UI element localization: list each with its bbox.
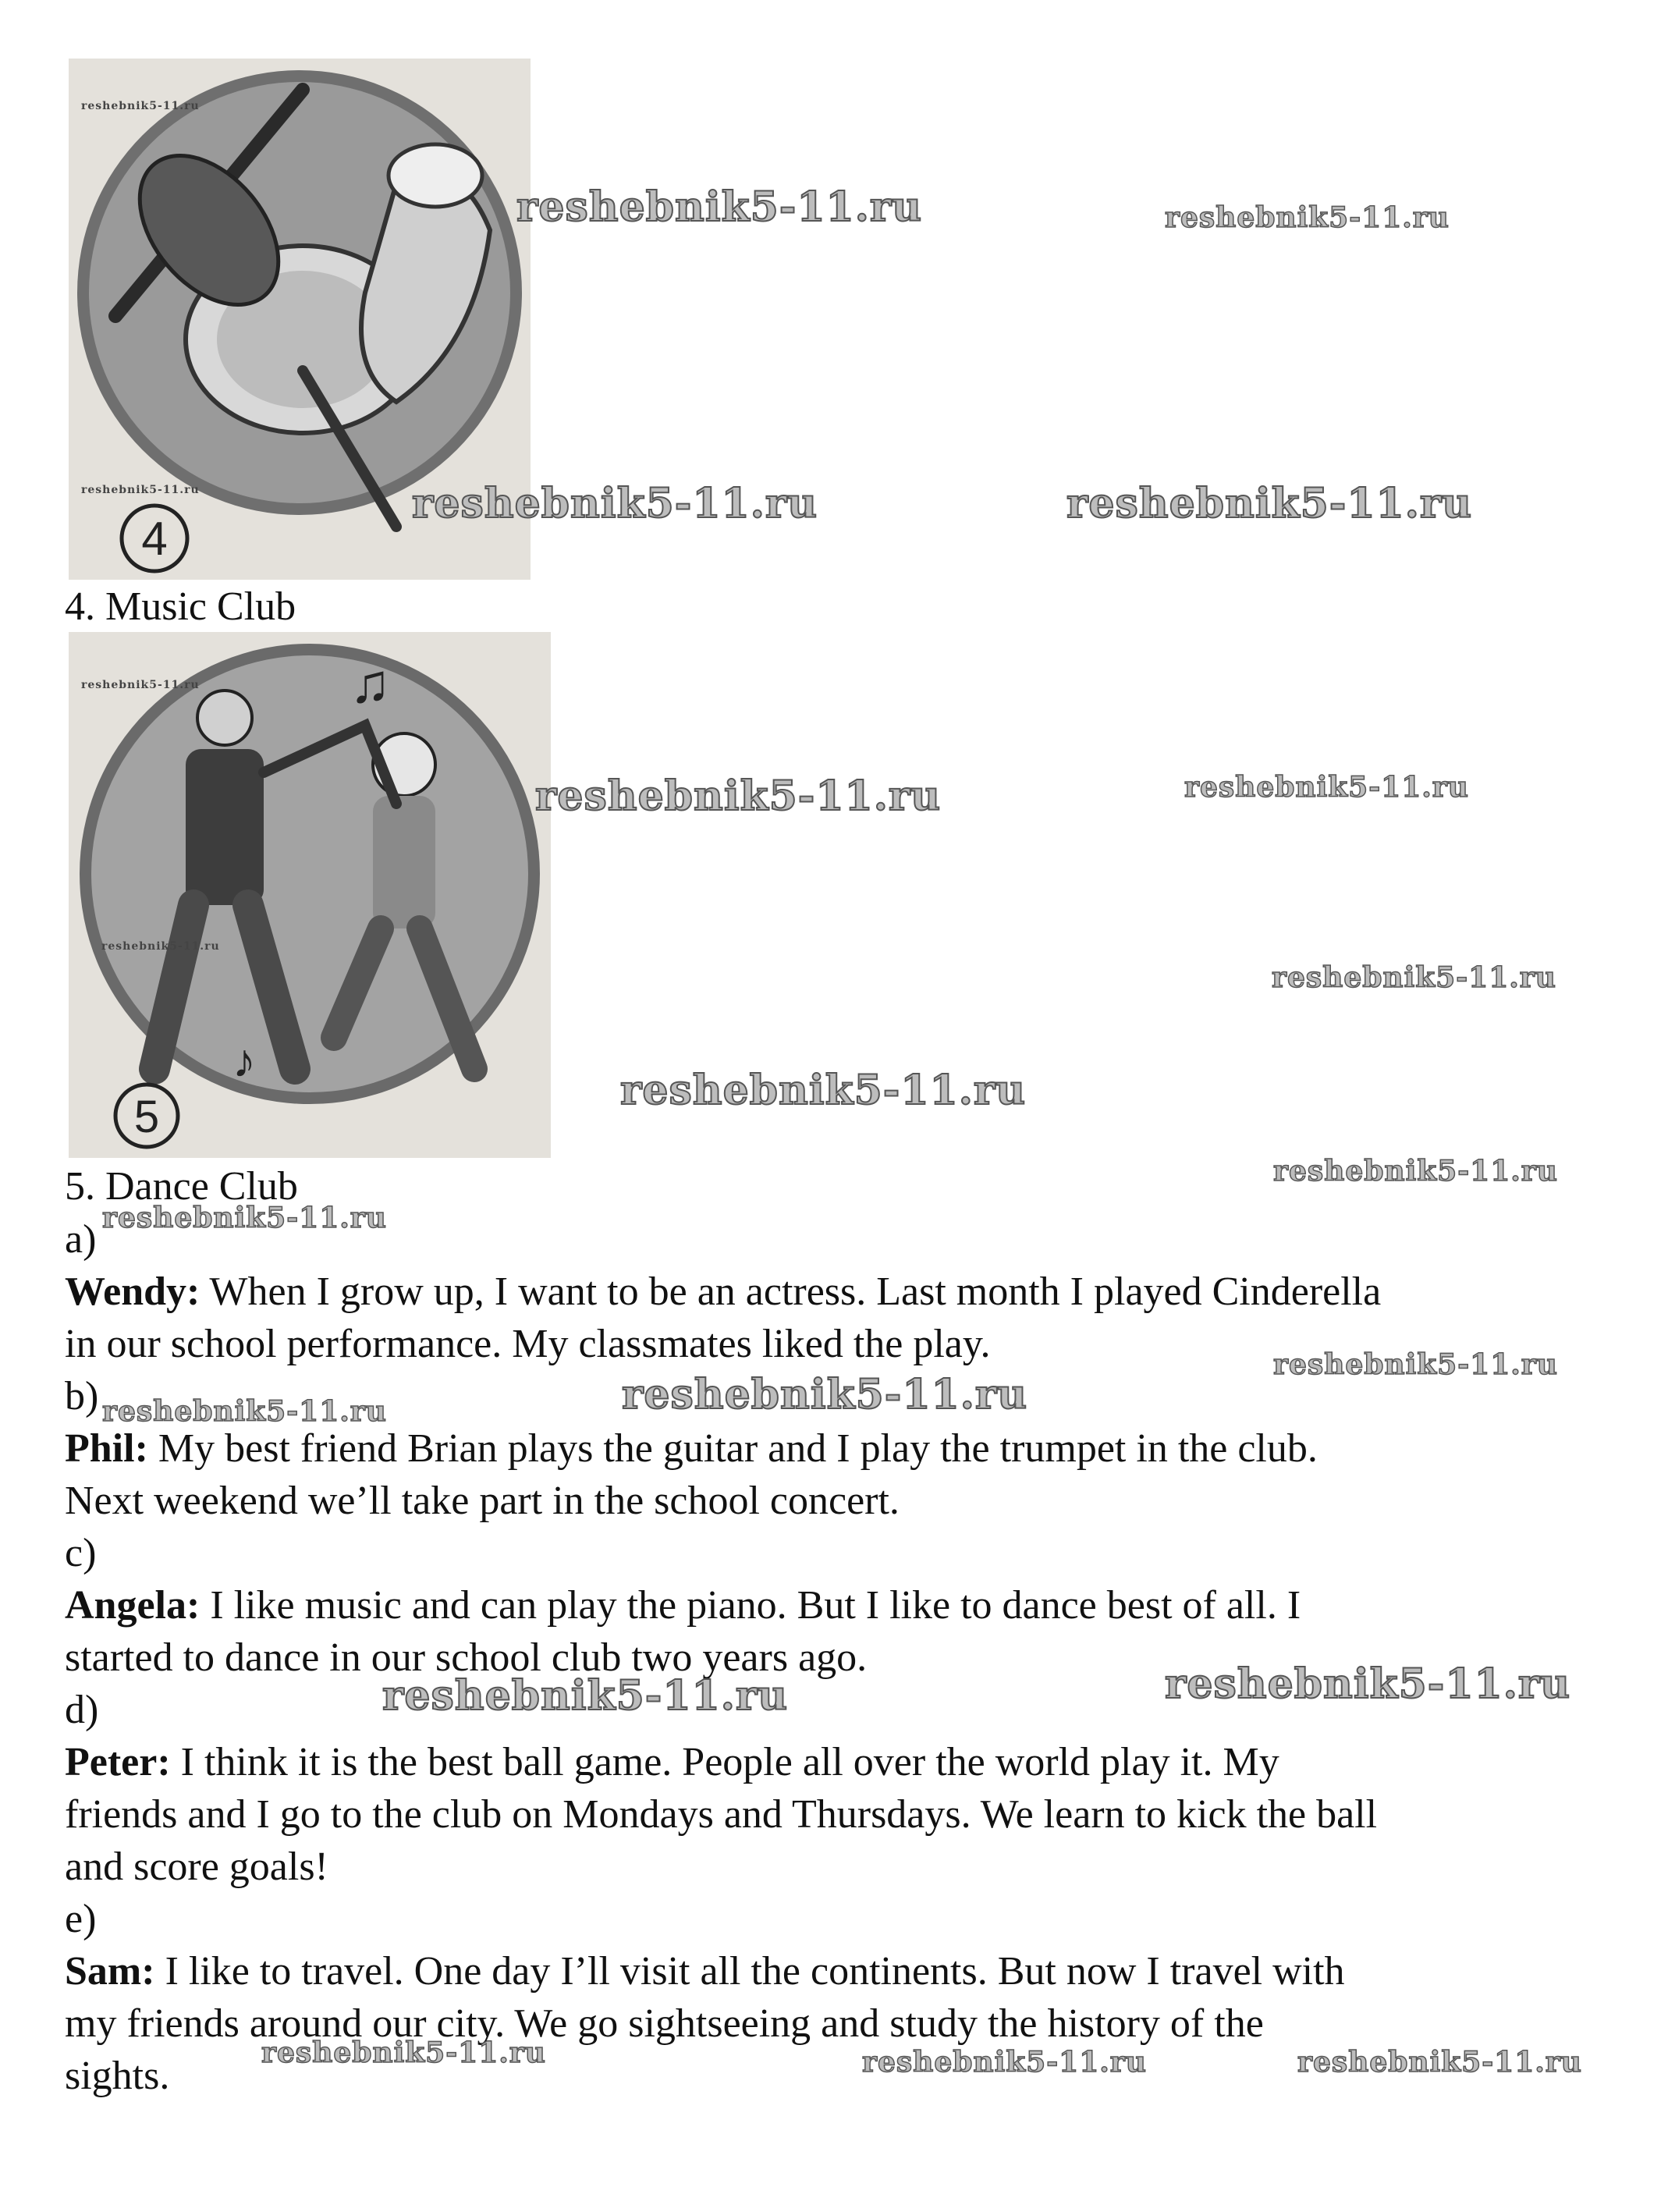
entry-a-marker: a) (65, 1217, 97, 1262)
watermark: reshebnik5-11.ru (81, 100, 200, 112)
watermark: reshebnik5-11.ru (101, 940, 220, 953)
watermark: reshebnik5-11.ru (1165, 1660, 1571, 1708)
entry-b-line-1 (65, 1423, 1318, 1475)
dance-club-illustration (69, 632, 551, 1158)
watermark: reshebnik5-11.ru (1066, 480, 1473, 527)
watermark: reshebnik5-11.ru (1272, 961, 1556, 994)
speaker-sam: Sam: (65, 1949, 155, 1994)
watermark: reshebnik5-11.ru (1273, 1348, 1558, 1381)
entry-c-marker: c) (65, 1531, 97, 1575)
watermark: reshebnik5-11.ru (102, 1395, 387, 1428)
speaker-peter: Peter: (65, 1740, 171, 1784)
watermark: reshebnik5-11.ru (81, 679, 200, 691)
entry-e-marker: e) (65, 1897, 97, 1941)
entry-b-marker: b) (65, 1374, 99, 1418)
watermark: reshebnik5-11.ru (412, 480, 818, 527)
watermark: reshebnik5-11.ru (1273, 1155, 1558, 1188)
entry-e-line-2: my friends around our city. We go sightseeing and study the history of the (65, 2001, 1264, 2046)
illustration-number-5: 5 (133, 1092, 160, 1142)
watermark: reshebnik5-11.ru (620, 1067, 1027, 1114)
entry-a-line-2: in our school performance. My classmates liked the play. (65, 1322, 991, 1366)
watermark: reshebnik5-11.ru (1184, 771, 1469, 804)
entry-c-line-1 (65, 1580, 1301, 1631)
svg-text:♫: ♫ (350, 655, 391, 715)
entry-c-text: I like music and can play the piano. But I like to dance best of all. I (200, 1583, 1301, 1628)
dancing-couple-image (69, 632, 551, 1158)
entry-a-line-1 (65, 1266, 1381, 1318)
watermark: reshebnik5-11.ru (1297, 2046, 1582, 2079)
entry-e-line-3: sights. (65, 2054, 170, 2098)
watermark: reshebnik5-11.ru (382, 1672, 789, 1720)
entry-e-text: I like to travel. One day I’ll visit all the continents. But now I travel with (154, 1949, 1345, 1994)
watermark: reshebnik5-11.ru (261, 2036, 546, 2069)
entry-a-text: When I grow up, I want to be an actress. Last month I played Cinderella (200, 1269, 1382, 1314)
watermark: reshebnik5-11.ru (862, 2046, 1147, 2079)
entry-d-marker: d) (65, 1688, 99, 1732)
speaker-wendy: Wendy: (65, 1269, 201, 1314)
watermark: reshebnik5-11.ru (535, 772, 942, 820)
watermark: reshebnik5-11.ru (516, 183, 923, 231)
entry-b-line-2: Next weekend we’ll take part in the school concert. (65, 1479, 900, 1523)
illustration-number-4: 4 (141, 513, 168, 565)
entry-d-line-2: friends and I go to the club on Mondays and Thursdays. We learn to kick the ball (65, 1792, 1378, 1837)
entry-d-line-3: and score goals! (65, 1845, 328, 1889)
watermark: reshebnik5-11.ru (1165, 201, 1450, 234)
entry-c-line-2: started to dance in our school club two years ago. (65, 1635, 868, 1680)
svg-text:♪: ♪ (232, 1035, 256, 1087)
dance-club-caption: 5. Dance Club (65, 1164, 298, 1209)
entry-b-text: My best friend Brian plays the guitar and I play the trumpet in the club. (147, 1426, 1318, 1471)
speaker-phil: Phil: (65, 1426, 148, 1471)
entry-e-line-1 (65, 1946, 1345, 1997)
entry-d-line-1 (65, 1737, 1279, 1788)
entry-d-text: I think it is the best ball game. People all over the world play it. My (170, 1740, 1279, 1784)
music-club-caption: 4. Music Club (65, 584, 296, 629)
watermark: reshebnik5-11.ru (81, 484, 200, 496)
watermark: reshebnik5-11.ru (102, 1202, 387, 1234)
watermark: reshebnik5-11.ru (622, 1371, 1028, 1418)
speaker-angela: Angela: (65, 1583, 201, 1628)
